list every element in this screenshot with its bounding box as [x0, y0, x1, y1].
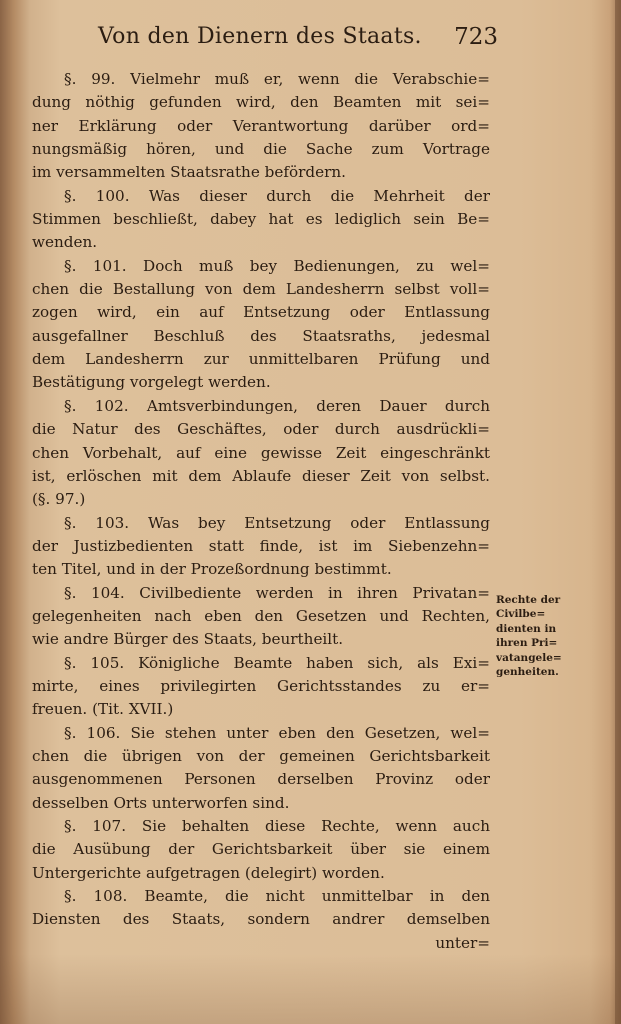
- text-line: chen die übrigen von der gemeinen Gerichtsbarkeit: [32, 746, 490, 765]
- text-line: ten Titel, und in der Prozeßordnung bestimmt.: [32, 560, 392, 579]
- text-line: mirte, eines privilegirten Gerichtsstandes zu er=: [32, 676, 490, 695]
- text-line: freuen. (Tit. XVII.): [32, 700, 174, 719]
- text-line: die Ausübung der Gerichtsbarkeit über sie einem: [32, 840, 490, 859]
- text-line: chen Vorbehalt, auf eine gewisse Zeit eingeschränkt: [32, 443, 490, 462]
- text-line: wie andre Bürger des Staats, beurtheilt.: [32, 630, 344, 649]
- marginal-note-line: genheiten.: [496, 666, 559, 679]
- text-line: §. 102. Amtsverbindungen, deren Dauer durch: [64, 396, 490, 415]
- text-line: Stimmen beschließt, dabey hat es lediglich sein Be=: [32, 210, 490, 229]
- text-line: ausgefallner Beschluß des Staatsraths, jedesmal: [32, 326, 490, 345]
- text-line: nungsmäßig hören, und die Sache zum Vortrage: [32, 140, 490, 159]
- text-line: §. 108. Beamte, die nicht unmittelbar in den: [64, 887, 490, 906]
- body-text: [32, 68, 490, 955]
- marginal-note-line: vatangele=: [496, 651, 562, 664]
- running-head-title: Von den Dienern des Staats.: [98, 24, 422, 49]
- text-line: §. 100. Was dieser durch die Mehrheit der: [64, 186, 490, 205]
- page-number: 723: [454, 24, 498, 50]
- text-line: §. 105. Königliche Beamte haben sich, als Exi=: [64, 653, 490, 672]
- text-line: ausgenommenen Personen derselben Provinz oder: [32, 770, 490, 789]
- marginal-note: [496, 593, 568, 679]
- text-line: Bestätigung vorgelegt werden.: [32, 373, 271, 392]
- text-line: §. 107. Sie behalten diese Rechte, wenn auch: [64, 817, 490, 835]
- marginal-note-line: dienten in: [496, 622, 557, 635]
- marginal-note-line: Civilbe=: [496, 608, 546, 621]
- text-line: ner Erklärung oder Verantwortung darüber ord=: [32, 116, 490, 135]
- text-line: gelegenheiten nach eben den Gesetzen und Rechten,: [32, 606, 490, 625]
- catchword: unter=: [435, 933, 490, 952]
- text-line: die Natur des Geschäftes, oder durch ausdrückli=: [32, 420, 490, 439]
- running-head: [98, 24, 498, 56]
- text-line: desselben Orts unterworfen sind.: [32, 793, 290, 812]
- text-line: zogen wird, ein auf Entsetzung oder Entlassung: [32, 303, 490, 322]
- text-line: §. 106. Sie stehen unter eben den Gesetzen, wel=: [64, 723, 490, 742]
- marginal-note-line: Rechte der: [496, 594, 561, 606]
- text-line: dem Landesherrn zur unmittelbaren Prüfung und: [32, 350, 490, 369]
- text-line: chen die Bestallung von dem Landesherrn selbst voll=: [32, 280, 490, 299]
- text-line: im versammelten Staatsrathe befördern.: [32, 163, 346, 182]
- text-line: der Justizbedienten statt finde, ist im Siebenzehn=: [32, 536, 490, 555]
- text-line: Diensten des Staats, sondern andrer demselben: [32, 910, 490, 929]
- text-line: (§. 97.): [32, 490, 86, 509]
- text-line: §. 101. Doch muß bey Bedienungen, zu wel=: [64, 256, 490, 275]
- text-line: wenden.: [32, 233, 98, 252]
- text-line: §. 104. Civilbediente werden in ihren Privatan=: [64, 583, 490, 602]
- page-edge-shadow: [615, 0, 621, 1024]
- marginal-note-line: ihren Pri=: [496, 637, 558, 650]
- text-line: dung nöthig gefunden wird, den Beamten mit sei=: [32, 93, 490, 112]
- text-line: §. 99. Vielmehr muß er, wenn die Verabschie=: [64, 70, 490, 88]
- text-line: Untergerichte aufgetragen (delegirt) worden.: [32, 863, 385, 882]
- text-line: §. 103. Was bey Entsetzung oder Entlassung: [64, 513, 490, 532]
- text-line: ist, erlöschen mit dem Ablaufe dieser Zeit von selbst.: [32, 466, 490, 485]
